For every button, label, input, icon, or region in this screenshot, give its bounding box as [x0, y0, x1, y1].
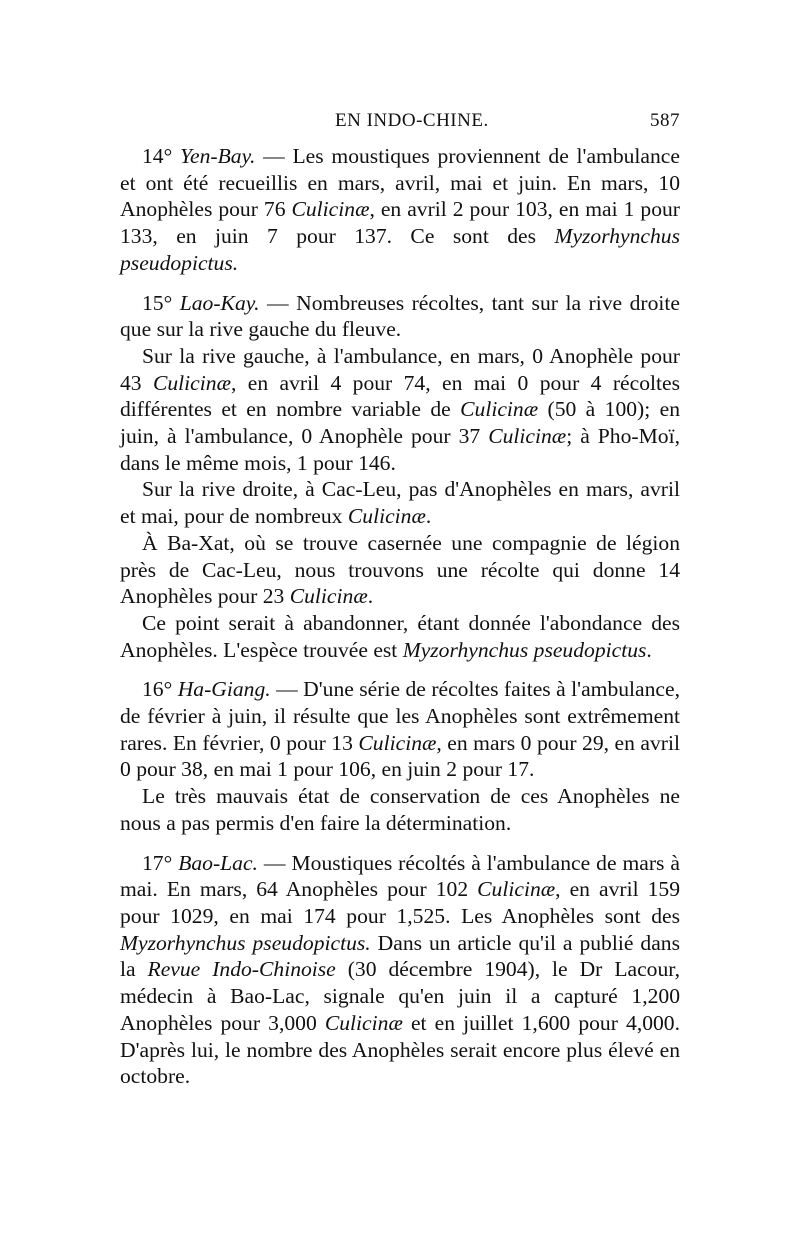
text-run: 15° — [142, 290, 180, 315]
body-text — [120, 143, 680, 1090]
text-run: , en avril 4 pour 74, en mai 0 pour 4 récoltes différentes et en nombre variable de — [120, 370, 680, 422]
italic-run: Culicinæ — [152, 370, 231, 395]
italic-run: Revue Indo-Chinoise — [147, 957, 336, 982]
text-run: . — [646, 637, 652, 662]
text-run: Ce point serait à abandonner, étant donnée l'abondance des Anophèles. L'espèce trouvée est — [120, 610, 680, 662]
paragraph-yen-bay — [120, 143, 680, 277]
italic-run: Culicinæ — [291, 197, 370, 222]
italic-run: Myzorhynchus pseudopictus. — [120, 930, 371, 955]
paragraph-rive-gauche — [120, 343, 680, 477]
italic-run: Culicinæ — [347, 504, 426, 529]
text-run: ; à Pho-Moï, dans le même mois, 1 pour 146. — [120, 424, 680, 475]
paragraph-conservation — [120, 783, 680, 836]
italic-run: Culicinæ — [477, 877, 556, 902]
paragraph-abandon — [120, 610, 680, 663]
paragraph-ba-xat — [120, 530, 680, 610]
running-header — [120, 110, 680, 140]
text-run: (50 à 100); en juin, à l'ambulance, 0 Anophèle pour 37 — [120, 397, 680, 449]
page-number: 587 — [650, 110, 680, 131]
text-run: 16° — [142, 677, 178, 702]
italic-run: Lao-Kay. — [179, 290, 260, 315]
text-run: — D'une série de récoltes faites à l'ambulance, de février à juin, il résulte que les Anophèles sont extrêmement rares. En février, 0 pour 13 — [120, 677, 680, 755]
text-run: Sur la rive droite, à Cac-Leu, pas d'Anophèles en mars, avril et mai, pour de nombreux — [120, 477, 680, 529]
text-run: , en avril 159 pour 1029, en mai 174 pour 1,525. Les Anophèles sont des — [120, 877, 681, 928]
italic-run: Culicinæ — [289, 584, 368, 609]
text-run: — Moustiques récoltés à l'ambulance de mars à mai. En mars, 64 Anophèles pour 102 — [120, 850, 680, 902]
text-run: 14° — [142, 144, 180, 168]
italic-run: Myzorhynchus pseudopictus. — [120, 224, 680, 275]
italic-run: Culicinæ — [488, 424, 567, 449]
text-run: (30 décembre 1904), le Dr Lacour, médecin à Bao-Lac, signale qu'en juin il a capturé 1,200 Anophèles pour 3,000 — [120, 957, 680, 1035]
paragraph-ha-giang — [120, 676, 680, 783]
text-run: . — [367, 584, 374, 609]
text-run: — Nombreuses récoltes, tant sur la rive droite que sur la rive gauche du fleuve. — [120, 290, 680, 342]
italic-run: Culicinæ — [358, 730, 437, 755]
text-run: Dans un article qu'il a publié dans la — [120, 930, 680, 982]
running-title: EN INDO-CHINE. — [335, 110, 489, 131]
text-run: , en avril 2 pour 103, en mai 1 pour 133, en juin 7 pour 137. Ce sont des — [120, 197, 680, 249]
italic-run: Culicinæ — [460, 397, 539, 422]
text-run: À Ba-Xat, où se trouve casernée une compagnie de légion près de Cac-Leu, nous trouvons une récolte qui donne 14 Anophèles pour 23 — [120, 530, 680, 609]
italic-run: Bao-Lac. — [178, 850, 258, 875]
text-run: et en juillet 1,600 pour 4,000. D'après lui, le nombre des Anophèles serait encore plus élevé en octobre. — [120, 1010, 681, 1089]
italic-run: Ha-Giang. — [177, 677, 271, 702]
text-run: . — [425, 504, 432, 529]
italic-run: Yen-Bay. — [179, 144, 256, 168]
paragraph-bao-lac — [120, 850, 680, 1090]
text-run: Sur la rive gauche, à l'ambulance, en mars, 0 Anophèle pour 43 — [120, 343, 680, 395]
text-run: 17° — [142, 850, 179, 875]
paragraph-lao-kay — [120, 290, 680, 343]
text-run: Le très mauvais état de conservation de ces Anophèles ne nous a pas permis d'en faire la détermination. — [120, 784, 680, 835]
italic-run: Culicinæ — [324, 1010, 403, 1035]
text-run: , en mars 0 pour 29, en avril 0 pour 38, en mai 1 pour 106, en juin 2 pour 17. — [120, 730, 680, 782]
text-run: — Les moustiques proviennent de l'ambulance et ont été recueillis en mars, avril, mai et juin. En mars, 10 Anophèles pour 76 — [120, 144, 680, 222]
italic-run: Myzorhynchus pseudopictus — [402, 637, 647, 662]
paragraph-rive-droite — [120, 476, 680, 529]
